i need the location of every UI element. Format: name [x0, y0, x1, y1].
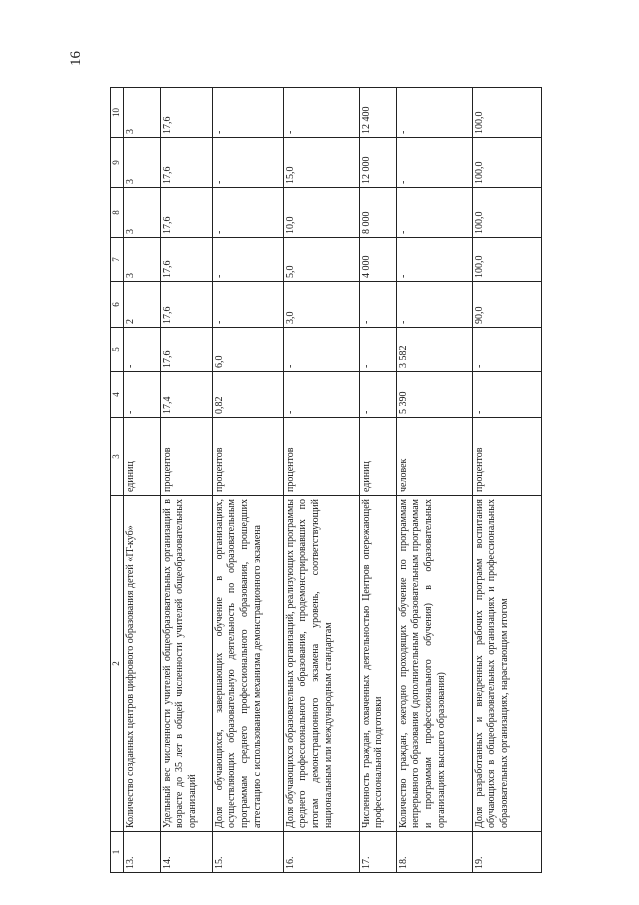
- col-header-6: 6: [111, 282, 124, 328]
- value-cell: 5,0: [283, 238, 359, 282]
- value-cell: 3: [123, 88, 160, 138]
- indicators-table: [110, 87, 542, 873]
- value-cell: 10,0: [283, 188, 359, 238]
- unit-cell: человек: [396, 418, 472, 496]
- indicator-description: Численность граждан, охваченных деятельностью Центров опережающей профессиональной подготовки: [359, 496, 396, 832]
- indicator-description: Доля обучающихся, завершающих обучение в организациях, осуществляющих образовательную деятельность по образовательным программам среднего профессионального образования, прошедших аттестацию с использованием механизма демонстрационного экзамена: [212, 496, 283, 832]
- value-cell: 5 390: [396, 372, 472, 418]
- unit-cell: единиц: [359, 418, 396, 496]
- value-cell: -: [472, 372, 541, 418]
- indicator-description: Количество граждан, ежегодно проходящих обучение по программам непрерывного образования (дополнительным образовательным программам и программам профессионального обучения) в образовательных организациях высшего образования): [396, 496, 472, 832]
- value-cell: -: [359, 282, 396, 328]
- value-cell: 6,0: [212, 328, 283, 372]
- unit-cell: процентов: [212, 418, 283, 496]
- value-cell: -: [212, 138, 283, 188]
- unit-cell: процентов: [472, 418, 541, 496]
- table-row: [359, 88, 396, 873]
- value-cell: 12 000: [359, 138, 396, 188]
- value-cell: 15,0: [283, 138, 359, 188]
- row-number: 18.: [396, 832, 472, 873]
- row-number: 15.: [212, 832, 283, 873]
- row-number: 13.: [123, 832, 160, 873]
- col-header-7: 7: [111, 238, 124, 282]
- row-number: 19.: [472, 832, 541, 873]
- value-cell: -: [283, 328, 359, 372]
- value-cell: 17,6: [160, 282, 212, 328]
- value-cell: 4 000: [359, 238, 396, 282]
- indicator-description: Удельный вес численности учителей общеобразовательных организаций в возрасте до 35 лет в общей численности учителей общеобразовательных организаций: [160, 496, 212, 832]
- data-table-rotated: [110, 88, 530, 873]
- value-cell: 2: [123, 282, 160, 328]
- table-row: [160, 88, 212, 873]
- value-cell: -: [396, 138, 472, 188]
- indicator-description: Доля разработанных и внедренных рабочих программ воспитания обучающихся в общеобразовательных организациях и профессиональных образовательных организациях, нарастающим итогом: [472, 496, 541, 832]
- value-cell: 90,0: [472, 282, 541, 328]
- col-header-5: 5: [111, 328, 124, 372]
- unit-cell: процентов: [160, 418, 212, 496]
- value-cell: -: [396, 282, 472, 328]
- value-cell: -: [283, 372, 359, 418]
- value-cell: -: [396, 88, 472, 138]
- col-header-8: 8: [111, 188, 124, 238]
- value-cell: 8 000: [359, 188, 396, 238]
- col-header-3: 3: [111, 418, 124, 496]
- value-cell: 100,0: [472, 188, 541, 238]
- value-cell: 0,82: [212, 372, 283, 418]
- indicator-description: Количество созданных центров цифрового образования детей «IT-куб»: [123, 496, 160, 832]
- row-number: 16.: [283, 832, 359, 873]
- value-cell: 3: [123, 138, 160, 188]
- value-cell: -: [396, 188, 472, 238]
- unit-cell: процентов: [283, 418, 359, 496]
- col-header-1: 1: [111, 832, 124, 873]
- value-cell: -: [359, 372, 396, 418]
- table-row: [396, 88, 472, 873]
- col-header-2: 2: [111, 496, 124, 832]
- value-cell: -: [472, 328, 541, 372]
- value-cell: -: [212, 238, 283, 282]
- col-header-10: 10: [111, 88, 124, 138]
- table-row: [283, 88, 359, 873]
- header-row: [111, 88, 124, 873]
- value-cell: 3: [123, 238, 160, 282]
- value-cell: 3,0: [283, 282, 359, 328]
- value-cell: 3 582: [396, 328, 472, 372]
- row-number: 14.: [160, 832, 212, 873]
- value-cell: 17,6: [160, 328, 212, 372]
- value-cell: -: [212, 282, 283, 328]
- value-cell: -: [396, 238, 472, 282]
- table-row: [123, 88, 160, 873]
- value-cell: -: [359, 328, 396, 372]
- value-cell: 100,0: [472, 88, 541, 138]
- value-cell: 17,4: [160, 372, 212, 418]
- value-cell: -: [212, 88, 283, 138]
- value-cell: 17,6: [160, 188, 212, 238]
- value-cell: 100,0: [472, 138, 541, 188]
- unit-cell: единиц: [123, 418, 160, 496]
- col-header-4: 4: [111, 372, 124, 418]
- value-cell: 100,0: [472, 238, 541, 282]
- value-cell: 17,6: [160, 138, 212, 188]
- row-number: 17.: [359, 832, 396, 873]
- col-header-9: 9: [111, 138, 124, 188]
- value-cell: -: [123, 372, 160, 418]
- value-cell: -: [123, 328, 160, 372]
- indicator-description: Доля обучающихся образовательных организаций, реализующих программы среднего профессионального образования, продемонстрировавших по итогам демонстрационного экзамена уровень, соответствующий национальным или международным стандартам: [283, 496, 359, 832]
- value-cell: 3: [123, 188, 160, 238]
- table-row: [472, 88, 541, 873]
- value-cell: 12 400: [359, 88, 396, 138]
- table-row: [212, 88, 283, 873]
- value-cell: 17,6: [160, 88, 212, 138]
- value-cell: 17,6: [160, 238, 212, 282]
- value-cell: -: [212, 188, 283, 238]
- value-cell: -: [283, 88, 359, 138]
- page-number: 16: [68, 51, 84, 66]
